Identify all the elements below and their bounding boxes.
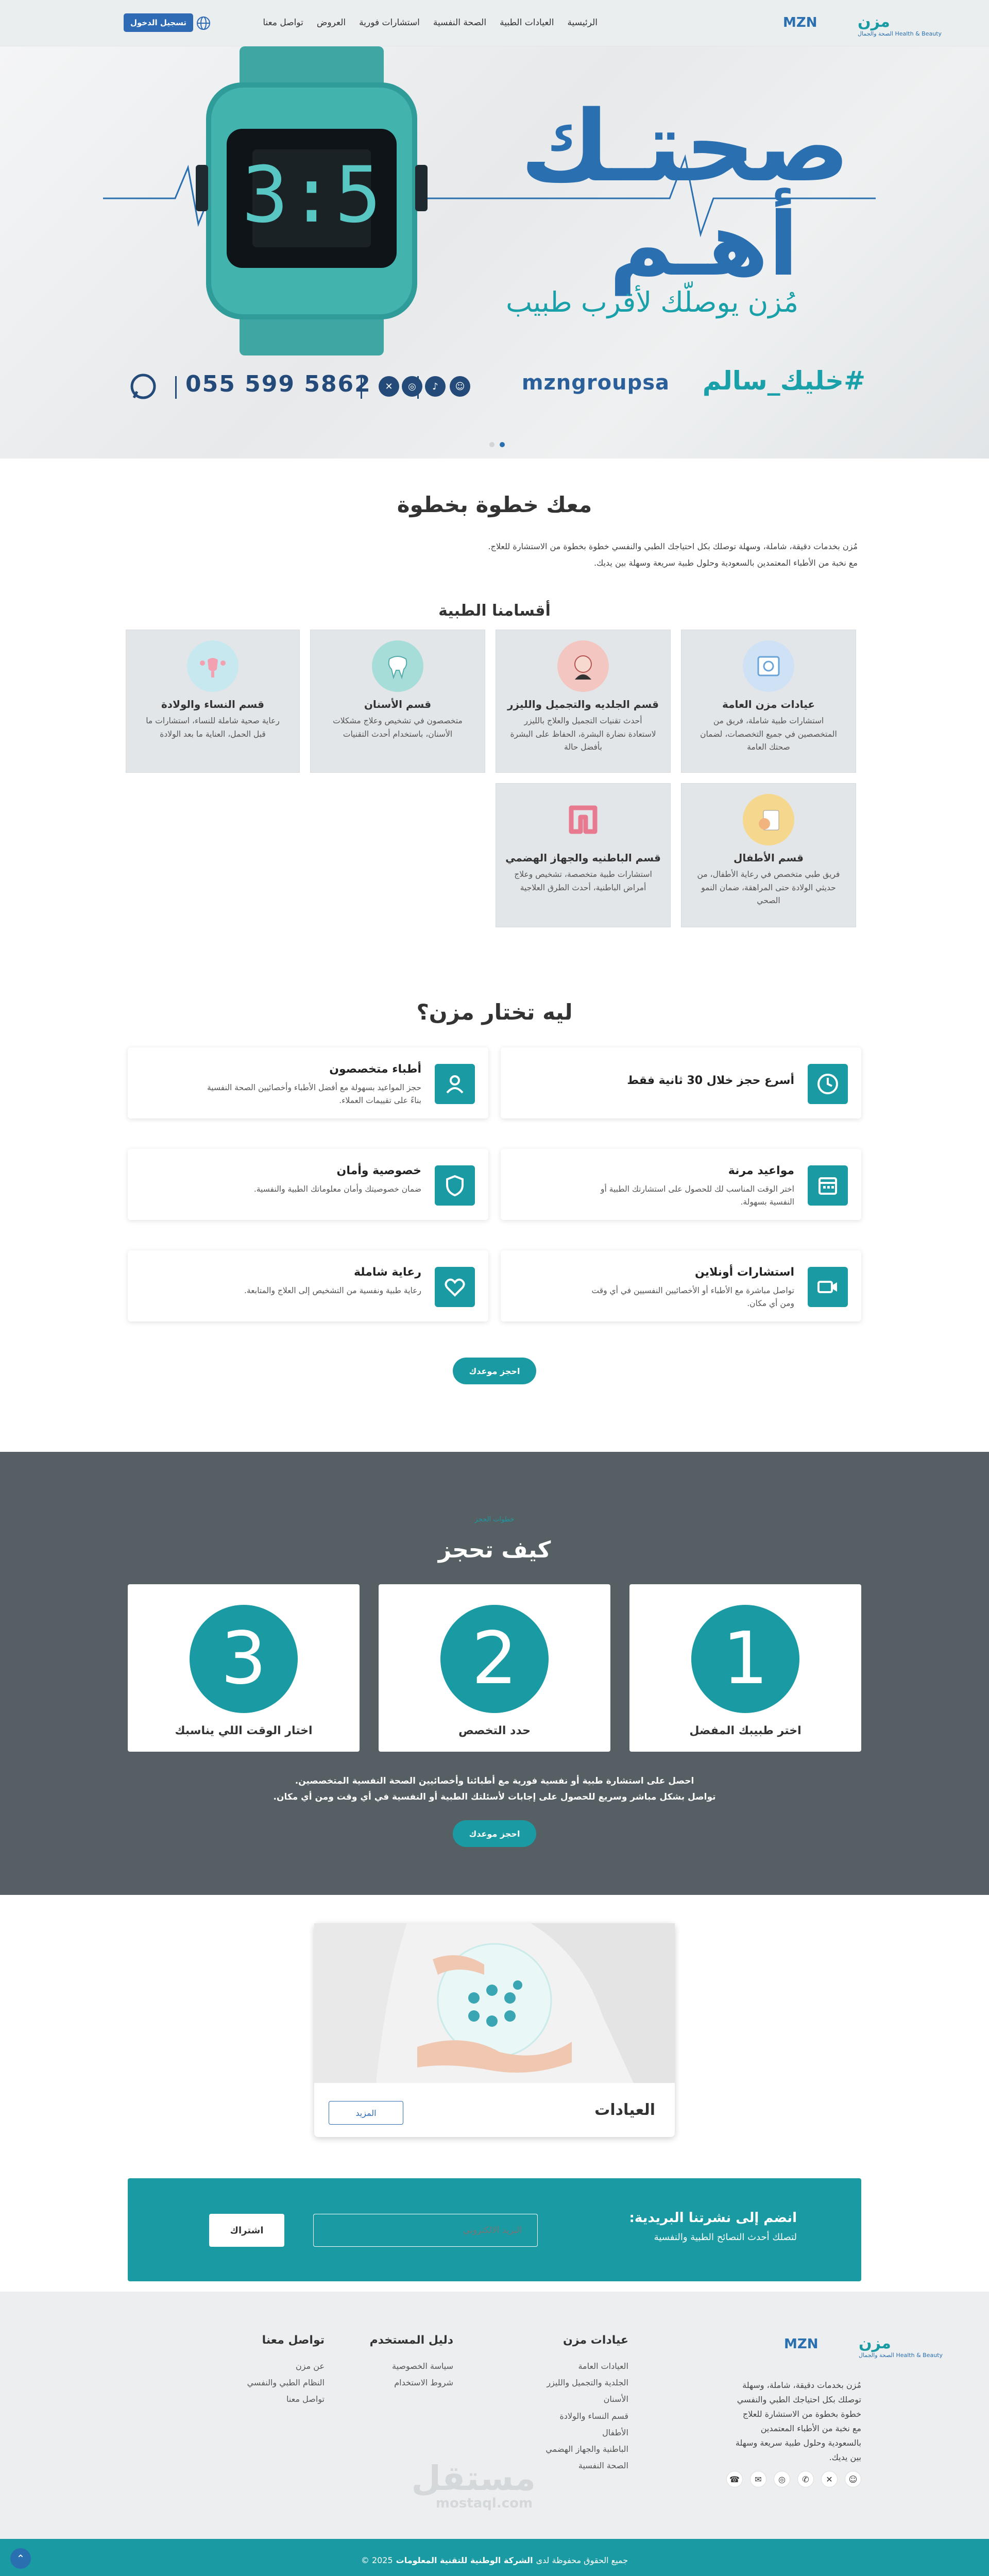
newsletter-section <box>128 2178 861 2281</box>
main-nav <box>263 18 598 28</box>
feature-desc: اختر الوقت المناسب لك للحصول على استشارتك الطبية أو النفسية بسهولة. <box>600 1184 794 1207</box>
nav-contact[interactable]: تواصل معنا <box>263 18 303 28</box>
book-appointment-button[interactable]: احجز موعدك <box>453 1820 536 1847</box>
feature-title: مواعيد مرنة <box>728 1164 794 1177</box>
smartwatch-image <box>191 46 433 355</box>
step-label: اختار الوقت اللي يناسبك <box>175 1724 313 1737</box>
step-card <box>128 1584 360 1752</box>
globe-icon[interactable] <box>196 15 211 31</box>
intro-title: معك خطوة بخطوة <box>397 492 592 517</box>
department-desc: استشارات طبية متخصصة، تشخيص وعلاج أمراض الباطنية، أحدث الطرق العلاجية <box>514 870 652 892</box>
feature-title: استشارات أونلاين <box>694 1266 794 1279</box>
footer-col-title: تواصل معنا <box>262 2334 325 2347</box>
department-desc: متخصصون في تشخيص وعلاج مشكلات الأسنان، باستخدام أحدث التقنيات <box>333 716 463 739</box>
feature-desc: تواصل مباشرة مع الأطباء أو الأخصائيين النفسيين في أي وقت ومن أي مكان. <box>591 1286 794 1308</box>
clinics-title: العيادات <box>594 2101 655 2119</box>
whatsapp-icon[interactable]: ✆ <box>797 2471 814 2487</box>
calendar-icon <box>808 1165 848 1206</box>
nav-offers[interactable]: العروض <box>316 18 346 28</box>
footer-col-guide <box>361 2334 453 2393</box>
skin-icon <box>557 640 609 692</box>
footer-link[interactable]: قسم النساء والولادة <box>559 2411 628 2421</box>
step-card <box>629 1584 861 1752</box>
hero-heading-line1: صحتـك <box>520 90 850 204</box>
phone-icon[interactable]: ☎ <box>726 2471 743 2487</box>
nav-mental-health[interactable]: الصحة النفسية <box>433 18 487 28</box>
svg-text:Health & Beauty الصحة والجمال: Health & Beauty الصحة والجمال <box>858 30 942 37</box>
feature-title: أطباء متخصصون <box>329 1063 421 1076</box>
department-title: عيادات مزن العامة <box>722 698 815 710</box>
svg-text:Health & Beauty الصحة والجمال: Health & Beauty الصحة والجمال <box>859 2352 943 2359</box>
svg-text:مزن: مزن <box>858 13 890 31</box>
department-desc: رعاية صحية شاملة للنساء، استشارات ما قبل الحمل، العناية ما بعد الولادة <box>146 716 280 739</box>
footer-link[interactable]: الأسنان <box>603 2394 628 2404</box>
department-title: قسم الأطفال <box>734 852 804 864</box>
feature-title: خصوصية وأمان <box>336 1164 421 1177</box>
copyright-bar <box>0 2539 989 2576</box>
departments-title: أقسامنا الطبية <box>438 602 551 620</box>
feature-title: أسرع حجز خلال 30 ثانية فقط <box>627 1074 794 1087</box>
feature-desc: رعاية طبية ونفسية من التشخيص إلى العلاج والمتابعة. <box>244 1286 421 1295</box>
footer-about: مُزن بخدمات دقيقة، شاملة، وسهلة توصلك بكل احتياجك الطبي والنفسي خطوة بخطوة من الاستشارة للعلاج مع نخبة من الأطباء المعتمدين بالسعودية وحلول طبية سريعة وسهلة بين يديك. <box>735 2380 861 2462</box>
department-desc: استشارات طبية شاملة، فريق من المتخصصين في جميع التخصصات، لضمان صحتك العامة <box>700 716 837 752</box>
book-appointment-button[interactable]: احجز موعدك <box>453 1358 536 1384</box>
footer-col-clinics <box>520 2334 628 2476</box>
feature-desc: ضمان خصوصيتك وأمان معلوماتك الطبية والنفسية. <box>253 1184 421 1194</box>
divider <box>175 376 177 399</box>
footer-link[interactable]: سياسة الخصوصية <box>392 2361 453 2371</box>
step-number: 3 <box>190 1605 298 1713</box>
watermark-text: مستقل <box>411 2459 536 2498</box>
department-card[interactable] <box>496 783 671 927</box>
step-label: حدد التخصص <box>458 1724 531 1737</box>
footer-logo[interactable] <box>753 2333 943 2360</box>
more-button[interactable]: المزيد <box>329 2101 403 2125</box>
social-icons-more <box>402 376 422 397</box>
clinic-icon <box>743 640 794 692</box>
intro-paragraph: مع نخبة من الأطباء المعتمدين بالسعودية وحلول طبية سريعة وسهلة بين يديك. <box>594 558 858 568</box>
hero-banner <box>0 46 989 459</box>
newsletter-subtitle: لتصلك أحدث النصائح الطبية والنفسية <box>654 2232 797 2243</box>
how-eyebrow: خطوات الحجز <box>474 1516 515 1523</box>
department-card[interactable] <box>681 630 856 773</box>
watermark <box>411 2459 536 2511</box>
heart-icon <box>435 1267 475 1307</box>
hero-tagline: مُزن يوصلّك لأقرب طبيب <box>506 286 798 318</box>
intro-paragraph: مُزن بخدمات دقيقة، شاملة، وسهلة توصلك بكل احتياجك الطبي والنفسي خطوة بخطوة من الاستشارة للعلاج. <box>488 541 858 551</box>
why-title: ليه تختار مزن؟ <box>416 999 573 1025</box>
email-icon[interactable]: ✉ <box>750 2471 766 2487</box>
intestine-icon <box>557 794 609 845</box>
whatsapp-icon[interactable] <box>129 372 158 401</box>
nav-home[interactable]: الرئيسية <box>567 18 598 28</box>
clinics-image <box>314 1923 675 2083</box>
footer-social <box>726 2471 861 2487</box>
site-header <box>0 0 989 46</box>
department-title: قسم الأسنان <box>364 698 432 710</box>
snapchat-icon[interactable]: ☺ <box>845 2471 861 2487</box>
feature-card <box>501 1250 861 1321</box>
how-title: كيف تحجز <box>438 1537 551 1563</box>
svg-text:MZN: MZN <box>784 2336 819 2352</box>
footer-link[interactable]: شروط الاستخدام <box>394 2378 453 2388</box>
footer-link[interactable]: عن مزن <box>296 2361 325 2371</box>
clinics-card[interactable] <box>314 1923 675 2137</box>
tiktok-icon[interactable]: ♪ <box>425 376 446 397</box>
nav-instant-consult[interactable]: استشارات فورية <box>359 18 420 28</box>
department-desc: أحدث تقنيات التجميل والعلاج بالليزر لاستعادة نضارة البشرة، الحفاظ على البشرة بأفضل حالة <box>510 716 656 752</box>
copyright-year: 2025 © <box>361 2555 393 2565</box>
step-label: اختر طبيبك المفضل <box>689 1724 802 1737</box>
feature-card <box>128 1250 488 1321</box>
scroll-top-button[interactable] <box>10 2548 31 2569</box>
shield-icon <box>435 1165 475 1206</box>
step-number: 1 <box>691 1605 799 1713</box>
intro-text <box>131 538 858 571</box>
department-card[interactable] <box>496 630 671 773</box>
hero-hashtag: #خليك_سالم <box>702 366 865 396</box>
feature-card <box>128 1047 488 1118</box>
footer-col-contact <box>232 2334 325 2410</box>
how-text <box>0 1773 989 1806</box>
hero-heading-line2: أهـم <box>609 194 798 296</box>
x-icon[interactable]: ✕ <box>821 2471 838 2487</box>
department-title: قسم الباطنيه والجهاز الهضمي <box>505 852 661 864</box>
email-input[interactable] <box>313 2214 538 2247</box>
footer-link[interactable]: النظام الطبي والنفسي <box>247 2378 325 2388</box>
feature-card <box>128 1149 488 1220</box>
copyright-org[interactable]: الشركة الوطنية للتقنية المعلومات <box>396 2555 533 2565</box>
user-icon <box>435 1064 475 1104</box>
svg-text:MZN: MZN <box>783 15 817 30</box>
department-card[interactable] <box>310 630 485 773</box>
carousel-dot[interactable] <box>500 442 505 447</box>
footer-link[interactable]: الأطفال <box>602 2427 628 2437</box>
feature-desc: حجز المواعيد بسهولة مع أفضل الأطباء وأخصائيين الصحة النفسية بناءً على تقييمات العملاء. <box>207 1083 421 1105</box>
social-handle: mzngroupsa <box>521 371 670 395</box>
department-card[interactable] <box>681 783 856 927</box>
child-icon <box>743 794 794 845</box>
hero-phone: 055 599 5862 <box>185 371 371 397</box>
nav-clinics[interactable]: العيادات الطبية <box>500 18 554 28</box>
chevron-up-icon: ⌃ <box>16 2552 25 2565</box>
footer-link[interactable]: العيادات العامة <box>578 2361 628 2371</box>
copyright-text: جميع الحقوق محفوظة لدى <box>536 2555 628 2565</box>
newsletter-title: انضم إلى نشرتنا البريدية: <box>629 2210 797 2226</box>
how-paragraph: احصل على استشارة طبية أو نفسية فورية مع أطبائنا وأخصائيين الصحة النفسية المتخصصين. <box>295 1776 694 1786</box>
social-icons-extra <box>425 376 470 397</box>
footer-link[interactable]: الصحة النفسية <box>578 2461 628 2471</box>
instagram-icon[interactable]: ◎ <box>774 2471 790 2487</box>
department-card[interactable] <box>126 630 300 773</box>
watermark-sub: mostaql.com <box>435 2496 533 2511</box>
step-number: 2 <box>440 1605 549 1713</box>
carousel-dot[interactable] <box>489 442 494 447</box>
footer-link[interactable]: تواصل معنا <box>286 2394 325 2404</box>
social-icons <box>379 376 399 397</box>
clock-icon <box>808 1064 848 1104</box>
footer-link[interactable]: الباطنية والجهاز الهضمي <box>545 2444 628 2454</box>
department-title: قسم الجلديه والتجميل والليزر <box>507 698 659 710</box>
tooth-icon <box>372 640 423 692</box>
footer-col-title: دليل المستخدم <box>369 2334 453 2347</box>
carousel-dots <box>489 442 505 447</box>
mzn-logo[interactable] <box>752 11 942 38</box>
login-button[interactable]: تسجيل الدخول <box>124 13 193 32</box>
step-card <box>379 1584 610 1752</box>
instagram-icon[interactable]: ◎ <box>402 376 422 397</box>
how-paragraph: تواصل بشكل مباشر وسريع للحصول على إجابات لأسئلتك الطبية أو النفسية في أي وقت ومن أي مكان. <box>273 1792 716 1803</box>
department-desc: فريق طبي متخصص في رعاية الأطفال، من حديثي الولادة حتى المراهقة، ضمان النمو الصحي <box>697 870 840 906</box>
svg-text:مزن: مزن <box>859 2334 891 2352</box>
feature-title: رعاية شاملة <box>353 1266 421 1279</box>
x-icon[interactable]: ✕ <box>379 376 399 397</box>
uterus-icon <box>187 640 238 692</box>
subscribe-button[interactable]: اشتراك <box>209 2214 284 2247</box>
svg-text:3:5: 3:5 <box>242 150 382 240</box>
video-icon <box>808 1267 848 1307</box>
department-title: قسم النساء والولادة <box>161 698 264 710</box>
site-footer <box>0 2292 989 2539</box>
footer-col-title: عيادات مزن <box>563 2334 628 2347</box>
footer-link[interactable]: الجلدية والتجميل والليزر <box>547 2378 628 2388</box>
feature-card <box>501 1149 861 1220</box>
feature-card <box>501 1047 861 1118</box>
snapchat-icon[interactable]: ☺ <box>450 376 470 397</box>
